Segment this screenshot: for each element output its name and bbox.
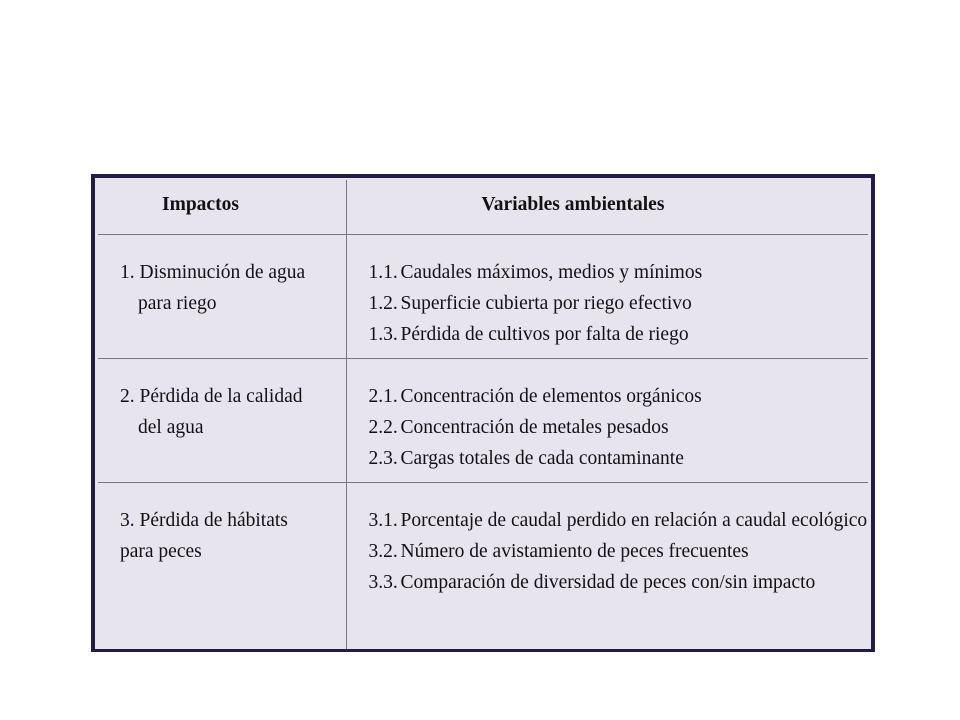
variable-text: Concentración de elementos orgánicos bbox=[400, 385, 702, 407]
impact-text-line: para riego bbox=[138, 292, 217, 314]
variables-cell bbox=[346, 482, 868, 649]
variable-number: 1.3. bbox=[368, 323, 398, 345]
impact-cell bbox=[98, 358, 346, 482]
table-header-row bbox=[98, 180, 868, 234]
variable-text: Pérdida de cultivos por falta de riego bbox=[400, 323, 689, 345]
list-item bbox=[369, 412, 869, 443]
variable-number: 1.1. bbox=[368, 261, 398, 283]
impact-text-line: 1. Disminución de agua bbox=[120, 261, 306, 283]
variables-cell bbox=[346, 234, 868, 358]
header-variables: Variables ambientales bbox=[346, 180, 868, 234]
table-row bbox=[98, 358, 868, 482]
list-item bbox=[369, 288, 869, 319]
list-item bbox=[369, 257, 869, 288]
list-item bbox=[369, 319, 869, 350]
impact-cell bbox=[98, 234, 346, 358]
variables-list bbox=[347, 483, 869, 598]
list-item bbox=[369, 505, 869, 536]
impact-text-line: 3. Pérdida de hábitats bbox=[120, 509, 288, 531]
table-row bbox=[98, 234, 868, 358]
list-item bbox=[369, 567, 869, 598]
impact-text-line: 2. Pérdida de la calidad bbox=[120, 385, 303, 407]
variable-number: 3.3. bbox=[368, 571, 398, 593]
variable-text: Superficie cubierta por riego efectivo bbox=[400, 292, 692, 314]
variable-text: Porcentaje de caudal perdido en relación a caudal ecológico bbox=[400, 509, 868, 531]
variable-text: Cargas totales de cada contaminante bbox=[400, 447, 684, 469]
variable-number: 2.2. bbox=[368, 416, 398, 438]
impact-text-line: para peces bbox=[120, 540, 202, 562]
variable-number: 1.2. bbox=[368, 292, 398, 314]
variable-number: 2.3. bbox=[368, 447, 398, 469]
variable-text: Número de avistamiento de peces frecuentes bbox=[400, 540, 749, 562]
header-impacts: Impactos bbox=[98, 180, 346, 234]
variables-list bbox=[347, 235, 869, 350]
variable-text: Comparación de diversidad de peces con/sin impacto bbox=[400, 571, 816, 593]
variables-cell bbox=[346, 358, 868, 482]
variable-number: 3.1. bbox=[368, 509, 398, 531]
impacts-table-frame bbox=[91, 174, 875, 652]
impact-cell bbox=[98, 482, 346, 649]
variable-text: Concentración de metales pesados bbox=[400, 416, 669, 438]
variable-text: Caudales máximos, medios y mínimos bbox=[400, 261, 703, 283]
table-row bbox=[98, 482, 868, 649]
list-item bbox=[369, 443, 869, 474]
variable-number: 2.1. bbox=[368, 385, 398, 407]
variables-list bbox=[347, 359, 869, 474]
list-item bbox=[369, 536, 869, 567]
list-item bbox=[369, 381, 869, 412]
impact-text-line: del agua bbox=[138, 416, 204, 438]
impacts-table bbox=[98, 180, 868, 649]
variable-number: 3.2. bbox=[368, 540, 398, 562]
